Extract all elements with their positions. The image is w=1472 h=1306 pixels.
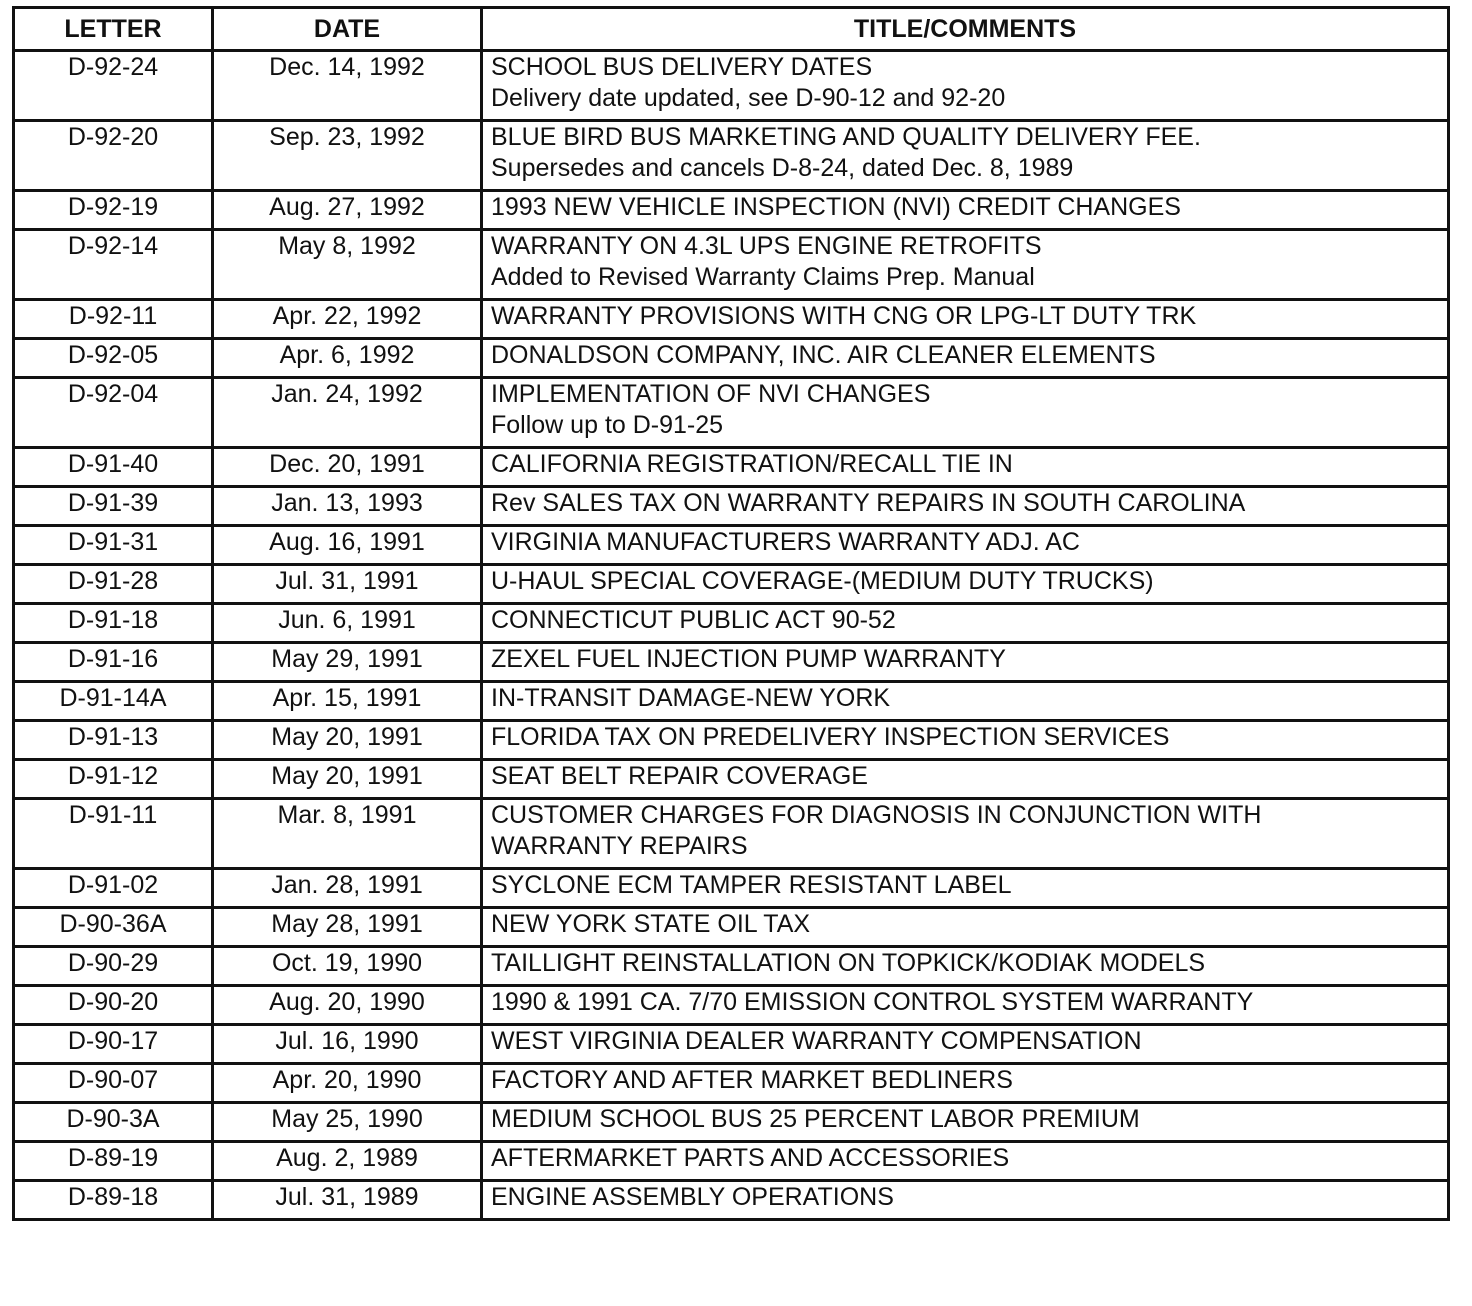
date-cell: Dec. 20, 1991 (213, 448, 482, 487)
comment-text: WARRANTY REPAIRS (491, 832, 748, 860)
header-row (14, 8, 1449, 51)
table-row (14, 1181, 1449, 1220)
letter-cell: D-92-20 (14, 121, 213, 191)
table-row (14, 947, 1449, 986)
table-row (14, 1103, 1449, 1142)
table-row (14, 682, 1449, 721)
date-cell: Jul. 16, 1990 (213, 1025, 482, 1064)
table-row (14, 721, 1449, 760)
table-row (14, 869, 1449, 908)
table-row (14, 526, 1449, 565)
title-text: TAILLIGHT REINSTALLATION ON TOPKICK/KODIAK MODELS (491, 949, 1206, 977)
title-comments-cell (482, 986, 1449, 1025)
letter-cell: D-90-36A (14, 908, 213, 947)
title-comments-cell (482, 760, 1449, 799)
title-comments-cell (482, 565, 1449, 604)
date-cell: Apr. 22, 1992 (213, 300, 482, 339)
table-row (14, 378, 1449, 448)
table-row (14, 230, 1449, 300)
table-row (14, 643, 1449, 682)
title-text: 1990 & 1991 CA. 7/70 EMISSION CONTROL SYSTEM WARRANTY (491, 988, 1254, 1016)
title-comments-cell (482, 1103, 1449, 1142)
title-comments-cell (482, 643, 1449, 682)
title-text: CUSTOMER CHARGES FOR DIAGNOSIS IN CONJUNCTION WITH (491, 801, 1262, 829)
date-cell: Jul. 31, 1991 (213, 565, 482, 604)
date-cell: Aug. 2, 1989 (213, 1142, 482, 1181)
date-cell: May 25, 1990 (213, 1103, 482, 1142)
letter-cell: D-89-19 (14, 1142, 213, 1181)
table-row (14, 604, 1449, 643)
header-title-comments: TITLE/COMMENTS (482, 8, 1449, 51)
letter-cell: D-92-11 (14, 300, 213, 339)
letter-cell: D-90-20 (14, 986, 213, 1025)
title-text: 1993 NEW VEHICLE INSPECTION (NVI) CREDIT CHANGES (491, 193, 1181, 221)
letter-cell: D-91-39 (14, 487, 213, 526)
letter-cell: D-92-05 (14, 339, 213, 378)
table-row (14, 1142, 1449, 1181)
letter-cell: D-91-14A (14, 682, 213, 721)
letter-cell: D-90-29 (14, 947, 213, 986)
title-comments-cell (482, 448, 1449, 487)
comment-text: Delivery date updated, see D-90-12 and 92-20 (491, 84, 1006, 112)
table-row (14, 908, 1449, 947)
title-comments-cell (482, 300, 1449, 339)
title-text: IN-TRANSIT DAMAGE-NEW YORK (491, 684, 891, 712)
letter-cell: D-92-24 (14, 51, 213, 121)
comment-text: Follow up to D-91-25 (491, 411, 724, 439)
title-comments-cell (482, 526, 1449, 565)
date-cell: Jul. 31, 1989 (213, 1181, 482, 1220)
title-text: SCHOOL BUS DELIVERY DATES (491, 53, 873, 81)
table-row (14, 448, 1449, 487)
title-comments-cell (482, 869, 1449, 908)
title-text: DONALDSON COMPANY, INC. AIR CLEANER ELEMENTS (491, 341, 1156, 369)
table-row (14, 300, 1449, 339)
title-comments-cell (482, 51, 1449, 121)
title-text: WEST VIRGINIA DEALER WARRANTY COMPENSATION (491, 1027, 1142, 1055)
table-row (14, 339, 1449, 378)
letter-cell: D-91-02 (14, 869, 213, 908)
letter-cell: D-90-17 (14, 1025, 213, 1064)
letter-cell: D-91-18 (14, 604, 213, 643)
title-text: CALIFORNIA REGISTRATION/RECALL TIE IN (491, 450, 1013, 478)
letter-cell: D-90-07 (14, 1064, 213, 1103)
date-cell: May 20, 1991 (213, 721, 482, 760)
title-comments-cell (482, 799, 1449, 869)
date-cell: Aug. 27, 1992 (213, 191, 482, 230)
table-body (14, 51, 1449, 1220)
date-cell: Jan. 28, 1991 (213, 869, 482, 908)
comment-text: Added to Revised Warranty Claims Prep. Manual (491, 263, 1035, 291)
letter-cell: D-91-28 (14, 565, 213, 604)
title-comments-cell (482, 721, 1449, 760)
title-text: MEDIUM SCHOOL BUS 25 PERCENT LABOR PREMIUM (491, 1105, 1140, 1133)
title-comments-cell (482, 339, 1449, 378)
letter-cell: D-89-18 (14, 1181, 213, 1220)
header-date: DATE (213, 8, 482, 51)
title-comments-cell (482, 682, 1449, 721)
title-text: VIRGINIA MANUFACTURERS WARRANTY ADJ. AC (491, 528, 1080, 556)
letter-cell: D-90-3A (14, 1103, 213, 1142)
title-comments-cell (482, 378, 1449, 448)
title-text: U-HAUL SPECIAL COVERAGE-(MEDIUM DUTY TRUCKS) (491, 567, 1154, 595)
title-comments-cell (482, 1181, 1449, 1220)
title-text: ENGINE ASSEMBLY OPERATIONS (491, 1183, 894, 1211)
table-row (14, 191, 1449, 230)
letter-cell: D-92-14 (14, 230, 213, 300)
title-text: WARRANTY PROVISIONS WITH CNG OR LPG-LT DUTY TRK (491, 302, 1197, 330)
letter-cell: D-92-04 (14, 378, 213, 448)
title-text: SYCLONE ECM TAMPER RESISTANT LABEL (491, 871, 1012, 899)
title-text: SEAT BELT REPAIR COVERAGE (491, 762, 868, 790)
date-cell: Jan. 13, 1993 (213, 487, 482, 526)
title-text: IMPLEMENTATION OF NVI CHANGES (491, 380, 931, 408)
title-text: NEW YORK STATE OIL TAX (491, 910, 811, 938)
title-text: BLUE BIRD BUS MARKETING AND QUALITY DELIVERY FEE. (491, 123, 1201, 151)
title-text: ZEXEL FUEL INJECTION PUMP WARRANTY (491, 645, 1006, 673)
table-row (14, 487, 1449, 526)
title-text: AFTERMARKET PARTS AND ACCESSORIES (491, 1144, 1010, 1172)
title-text: CONNECTICUT PUBLIC ACT 90-52 (491, 606, 896, 634)
title-comments-cell (482, 1064, 1449, 1103)
title-comments-cell (482, 121, 1449, 191)
date-cell: May 28, 1991 (213, 908, 482, 947)
date-cell: Dec. 14, 1992 (213, 51, 482, 121)
table-row (14, 986, 1449, 1025)
header-letter: LETTER (14, 8, 213, 51)
date-cell: May 20, 1991 (213, 760, 482, 799)
title-text: Rev SALES TAX ON WARRANTY REPAIRS IN SOUTH CAROLINA (491, 489, 1246, 517)
table-row (14, 565, 1449, 604)
date-cell: Apr. 6, 1992 (213, 339, 482, 378)
table-row (14, 121, 1449, 191)
title-comments-cell (482, 487, 1449, 526)
letter-cell: D-92-19 (14, 191, 213, 230)
title-comments-cell (482, 604, 1449, 643)
letter-cell: D-91-31 (14, 526, 213, 565)
letter-cell: D-91-16 (14, 643, 213, 682)
date-cell: Mar. 8, 1991 (213, 799, 482, 869)
title-text: FACTORY AND AFTER MARKET BEDLINERS (491, 1066, 1013, 1094)
title-comments-cell (482, 908, 1449, 947)
date-cell: Jan. 24, 1992 (213, 378, 482, 448)
letter-cell: D-91-12 (14, 760, 213, 799)
date-cell: Sep. 23, 1992 (213, 121, 482, 191)
letter-cell: D-91-40 (14, 448, 213, 487)
date-cell: Aug. 20, 1990 (213, 986, 482, 1025)
title-comments-cell (482, 1142, 1449, 1181)
date-cell: Oct. 19, 1990 (213, 947, 482, 986)
table-row (14, 51, 1449, 121)
comment-text: Supersedes and cancels D-8-24, dated Dec. 8, 1989 (491, 154, 1074, 182)
title-comments-cell (482, 191, 1449, 230)
table-row (14, 760, 1449, 799)
date-cell: Apr. 15, 1991 (213, 682, 482, 721)
date-cell: Jun. 6, 1991 (213, 604, 482, 643)
table-row (14, 1025, 1449, 1064)
date-cell: Apr. 20, 1990 (213, 1064, 482, 1103)
title-text: FLORIDA TAX ON PREDELIVERY INSPECTION SERVICES (491, 723, 1170, 751)
date-cell: Aug. 16, 1991 (213, 526, 482, 565)
table-row (14, 1064, 1449, 1103)
title-comments-cell (482, 947, 1449, 986)
letter-cell: D-91-11 (14, 799, 213, 869)
title-comments-cell (482, 230, 1449, 300)
letter-cell: D-91-13 (14, 721, 213, 760)
date-cell: May 8, 1992 (213, 230, 482, 300)
date-cell: May 29, 1991 (213, 643, 482, 682)
title-text: WARRANTY ON 4.3L UPS ENGINE RETROFITS (491, 232, 1042, 260)
dealer-letters-table (12, 6, 1450, 1221)
table-row (14, 799, 1449, 869)
table-header (14, 8, 1449, 51)
title-comments-cell (482, 1025, 1449, 1064)
